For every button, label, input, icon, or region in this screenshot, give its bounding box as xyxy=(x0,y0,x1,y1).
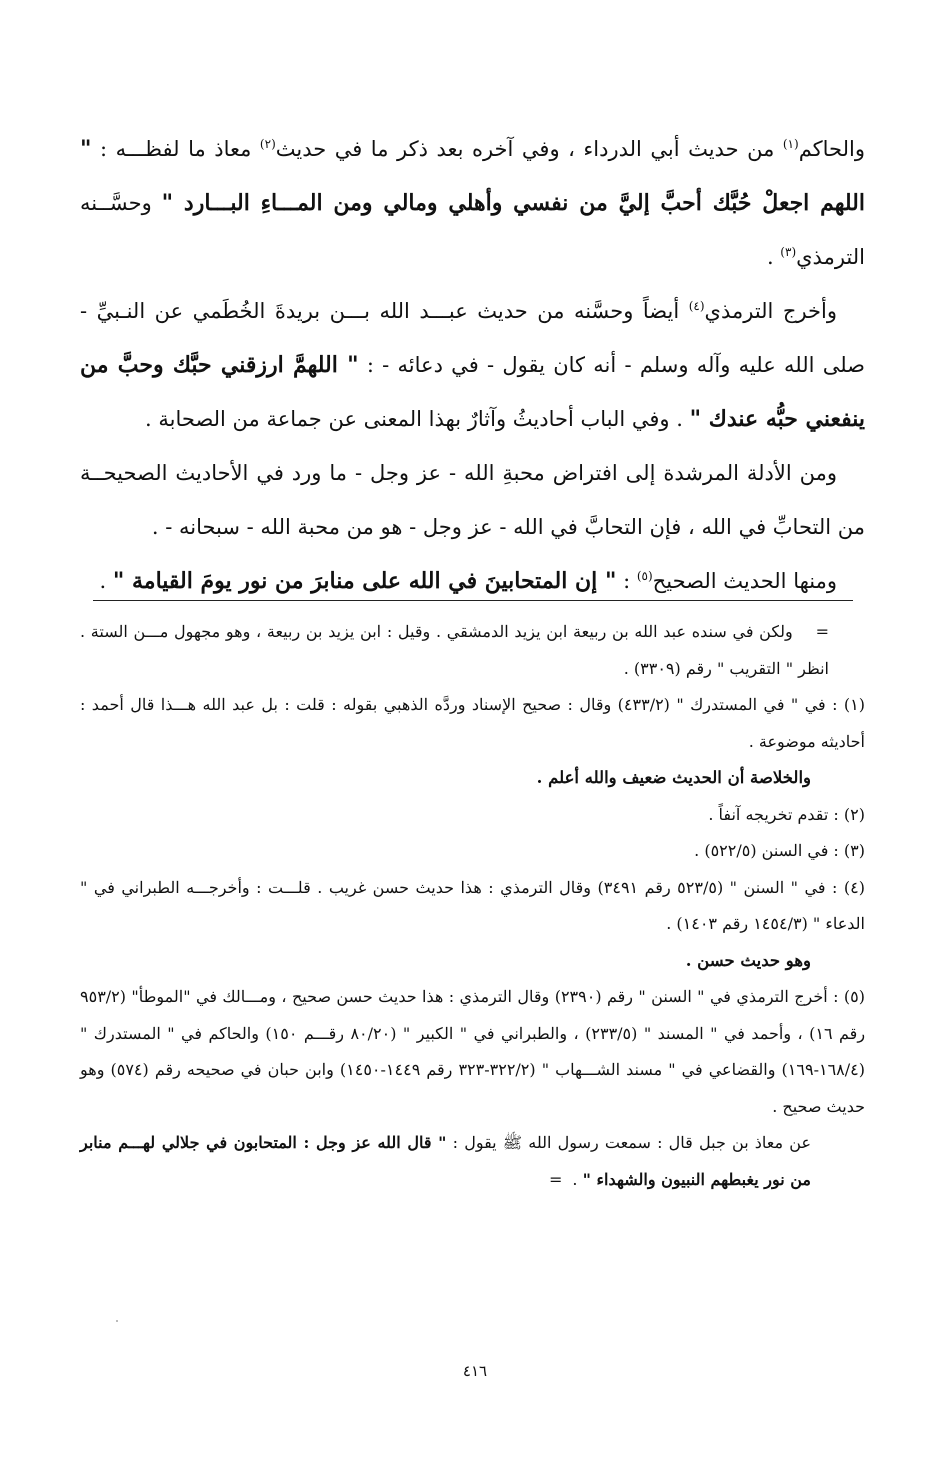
footnote-separator xyxy=(93,600,853,601)
paragraph-3: ومن الأدلة المرشدة إلى افتراض محبةِ الله - عز وجل - ما ورد في الأحاديث الصحيحــة من التحابِّ في الله ، فإن التحابَّ في الله - عز وجل - هو من محبة الله - سبحانه - . xyxy=(80,461,865,539)
text-run: من حديث أبي الدرداء ، وفي آخره بعد ذكر ما في حديث xyxy=(275,137,783,161)
footnote-ref-2[interactable]: (٢) xyxy=(259,137,276,151)
footnote-1: (١) : في " في المستدرك " (٤٣٣/٢) وقال : صحيح الإسناد وردَّه الذهبي بقوله : قلت : بل عبد الله هـــذا قال أحمد : أحاديثه موضوعة . xyxy=(80,695,865,751)
footnote-3: (٣) : في السنن (٥٢٢/٥) . xyxy=(694,841,865,860)
footnote-1-conclusion: والخلاصة أن الحديث ضعيف والله أعلم . xyxy=(536,768,811,787)
scan-speck xyxy=(116,1320,118,1322)
text-run: ولكن في سنده عبد الله بن ربيعة ابن يزيد الدمشقي . وقيل : ابن يزيد بن ربيعة ، وهو مجهول مـــن الستة . انظر " التقريب " رقم (٣٣٠٩) . xyxy=(80,622,829,678)
text-run: . xyxy=(99,569,113,593)
text-run: معاذ ما لفظـــه : xyxy=(91,137,260,161)
page-number: ٤١٦ xyxy=(462,1362,488,1380)
text-run: وأخرج الترمذي xyxy=(704,299,837,323)
footnote-ref-3[interactable]: (٣) xyxy=(780,245,797,259)
hadith-quote: " اللهمَّ ارزقني حبَّك وحبَّ من ينفعني حبُّه عندك " xyxy=(80,352,865,432)
text-run: عن معاذ بن جبل قال : سمعت رسول الله ﷺ يقول : xyxy=(446,1133,811,1152)
text-run: : xyxy=(616,569,637,593)
text-run: . وفي الباب أحاديثُ وآثارٌ بهذا المعنى عن جماعة من الصحابة . xyxy=(145,407,690,431)
text-run: أيضاً وحسَّنه من حديث عبـــد الله بـــن بريدةَ الخُطَمي عن النـبيِّ - صلى الله عليه وآله وسلم - أنه كان يقول - في دعائه - : xyxy=(80,299,865,377)
footnote-continuation xyxy=(80,614,865,687)
footnote-5-quote xyxy=(80,1125,865,1198)
hadith-quote: " قال الله عز وجل : المتحابون في جلالي لهـــم منابر من نور يغبطهم النبيون والشهداء " xyxy=(80,1133,811,1189)
footnote-4: (٤) : في " السنن " (٥٢٣/٥ رقم ٣٤٩١) وقال الترمذي : هذا حديث حسن غريب . قلـــت : وأخرجـــه الطبراني في " الدعاء " (١٤٥٤/٣ رقم ١٤٠٣) . xyxy=(80,877,865,933)
footnote-5: (٥) : أخرج الترمذي في " السنن " رقم (٢٣٩٠) وقال الترمذي : هذا حديث حسن صحيح ، ومـــالك في "الموطأ" (٩٥٣/٢ رقم ١٦) ، وأحمد في " المسند " (٢٣٣/٥) ، والطبراني في " الكبير " (٨٠/٢٠ رقـــم ١٥٠) والحاكم في " المستدرك " (١٦٨/٤-١٦٩) والقضاعي في " مسند الشـــهاب " (٣٢٢/٢-٣٢٣ رقم ١٤٤٩-١٤٥٠) وابن حبان في صحيحه رقم (٥٧٤) وهو حديث صحيح . xyxy=(80,987,866,1116)
hadith-quote: " إن المتحابينَ في الله على منابرَ من نور يومَ القيامة " xyxy=(112,568,617,594)
text-run: . xyxy=(572,1169,583,1189)
main-text xyxy=(80,122,865,608)
footnote-2: (٢) : تقدم تخريجه آنفاً . xyxy=(708,804,865,824)
paragraph-2 xyxy=(80,284,865,446)
text-run: والحاكم xyxy=(798,137,865,161)
hadith-quote: " اللهم اجعلْ حُبَّك أحبَّ إليَّ من نفسي وأهلي ومالي ومن المـــاءِ البـــارد " xyxy=(80,136,865,216)
footnote-ref-5[interactable]: (٥) xyxy=(636,569,653,583)
paragraph-1 xyxy=(80,122,865,284)
text-run: ومنها الحديث الصحيح xyxy=(652,569,837,593)
footnote-ref-4[interactable]: (٤) xyxy=(688,299,705,313)
continuation-mark: = xyxy=(549,1169,563,1189)
footnote-4-conclusion: وهو حديث حسن . xyxy=(685,950,811,970)
continuation-mark: = xyxy=(815,622,830,641)
footnotes xyxy=(80,614,865,1198)
footnote-ref-1[interactable]: (١) xyxy=(782,137,799,151)
text-run: . xyxy=(766,245,781,269)
text-run: وحسَّــنه الترمذي xyxy=(80,191,865,269)
